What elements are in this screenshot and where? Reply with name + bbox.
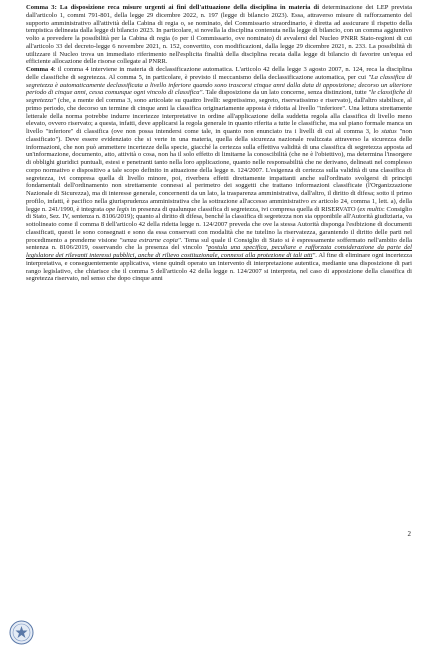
text-run: "La classifica di segretezza è automaticamente declassificata a livello inferiore quando sono trascorsi cinque anni dalla data di apposizione; decorso un ulteriore periodo di cinque anni, cessa comunque ogni vincolo di classifica" [26, 73, 412, 97]
paragraph-container [26, 4, 412, 283]
text-run: articolo 24, comma 1, lett. a), della legge n. 241/1990, è integrata [26, 197, 412, 213]
text-run: "non classificato"). Deve essere evidenziato che si verte in una materia, quella della sicurezza nazionale realizzata attraverso la sicurezza delle informazioni, che non può ammettere incertezze della specie, giacché la certezza sulla effettiva validità di una classifica di segretezza apposta ad un'informazione, documento, atto, attività o cosa, non ha il solo effetto di limitarne la conoscibilità (che ne è l'obiettivo), ma determina l'insorgere di obblighi giuridici puntuali, estesi e penetranti tanto nella loro applicazione, quanto nelle responsabilità che ne derivano, delineati nel complesso corpo normativo e dispositivo a tale scopo definito in attuazione della legge n. 124/2007. L'esigenza di certezza sulla validità di una classifica di segretezza, ivi compresa quella di livello minore, poi, riverbera effetti direttamente impattanti anche sull'ordinato svolgersi di principi fondamentali dell'ordinamento non strettamente connessi al perimetro dei soggetti che trattano informazioni classificate (l'Organizzazione Nazionale di Sicurezza), ma di interesse generale, concernenti da un lato, la trasparenza amministrativa, dall'altro, il diritto di difesa; sotto il primo profilo, infatti, è pacifico nella giurisprudenza amministrativa che la sottrazione all'accesso amministrativo [26, 128, 412, 205]
text-run: " [312, 252, 316, 259]
text-run: Comma 4 [26, 66, 54, 73]
text-run: Comma 3: La disposizione reca misure urgenti ai fini dell'attuazione della disciplina in materia di [26, 4, 320, 11]
text-run: . Tema sul quale il Consiglio di Stato si è espressamente soffermato nell'ambito della sentenza n. 8106/2019, osservando che la presenza del vincolo [26, 236, 413, 252]
paragraph [26, 4, 412, 66]
text-run: status [381, 128, 397, 135]
text-run: " [205, 244, 209, 252]
official-seal-icon [9, 620, 34, 645]
text-run: in presenza di qualunque classifica di segretezza, ivi compresa quella di RISERVATO ( [129, 205, 360, 213]
text-run: : Consiglio di Stato, Sez. IV, sentenza n. 8106/2019); quanto al diritto di difesa, benché la classifica di segretezza non sia opponibile all'Autorità giudiziaria, va sottolineato come il comma 8 dell'articolo 42 della ridetta legge n. 124/2007 preveda che ove la stessa Autorità disponga l'esibizione di documenti classificati, questi le sono consegnati e sono da essa conservati con modalità che ne tutelino la riservatezza, garantendo il diritto delle parti nel procedimento a prenderne visione [26, 205, 412, 244]
text-run: "senza estrarne copia" [119, 236, 181, 244]
document-body [26, 4, 412, 283]
text-run: . Al fine di eliminare ogni incertezza interpretativa, e conseguentemente applicativa, viene quindi operato un intervento di interpretazione autentica, mediante una disposizione di pari rango legislativo, che chiarisce che il comma 5 dell'articolo 42 della legge n. 124/2007 si interpreta, nel caso di apposizione della classifica di segretezza riservato, nel senso che dopo cinque anni [26, 252, 412, 283]
text-run: ope legis [105, 205, 130, 213]
text-run: ex [310, 197, 317, 205]
text-run: determinazione dei LEP prevista dall'articolo 1, commi 791-801, della legge 29 dicembre 2022, n. 197 (legge di bilancio 2023). Essa, attraverso misure di rafforzamento del supporto amministrativo all'attività della Cabina di regia o, se nominato, del Commissario straordinario, è diretta ad assicurare il rispetto della tempistica delineata dalla legge di bilancio 2023. In particolare, si novella la disciplina contenuta nella legge di bilancio, con un comma aggiuntivo volto a prevedere la possibilità per la Cabina di regia (o per il Commissario, ove nominato) di avvalersi del Nucleo PNRR Stato-regioni di cui all'articolo 33 del decreto-legge 6 novembre 2021, n. 152, convertito, con modificazioni, dalla legge 29 dicembre 2021, n. 233. La possibilità di utilizzare il Nucleo trova un immediato riferimento nell'esplicita finalità della disciplina recata dalla legge di bilancio di favorire un'equa ed efficiente allocazione delle risorse collegate al PNRR. [26, 4, 412, 66]
text-run: (che, a mente del comma 3, sono articolate su quattro livelli: segretissimo, segreto, riservatissimo e riservato), dall'altro stabilisce, al primo periodo, che decorso un termine di cinque anni la classifica originariamente apposta è ridotta al livello "inferiore". Una lettura strettamente letterale della norma potrebbe indurre incertezze interpretative in ordine all'applicazione della suddetta regola alla classifica di livello meno elevato, ovvero riservato; a questa, infatti, deve applicarsi la regola generale in quanto riferita a tutte le classifiche, ma sul piano formale manca un livello "inferiore" di classifica (ove non possa intendersi come tale, in quanto non enunciato tra i livelli di cui al comma 3, lo [26, 97, 412, 135]
text-run: "le classifiche di segretezza" [26, 89, 413, 104]
text-run: . Tale disposizione da un lato concerne, senza distinzioni, tutte [202, 89, 369, 97]
text-run: ex multis [359, 205, 384, 213]
page-number: 2 [407, 530, 411, 538]
text-run: postula una specifica, peculiare e rafforzata considerazione da parte del legislatore dei rilevanti interessi pubblici, anche di rilievo costituzionale, connessi alla protezione di tali atti [26, 244, 412, 259]
text-run: : il comma 4 interviene in materia di declassificazione automatica. L'articolo 42 della legge 3 agosto 2007, n. 124, reca la disciplina delle classifiche di segretezza. Al comma 5, in particolare, è previsto il meccanismo della declassificazione automatica, per cui [26, 66, 413, 81]
paragraph [26, 66, 412, 283]
